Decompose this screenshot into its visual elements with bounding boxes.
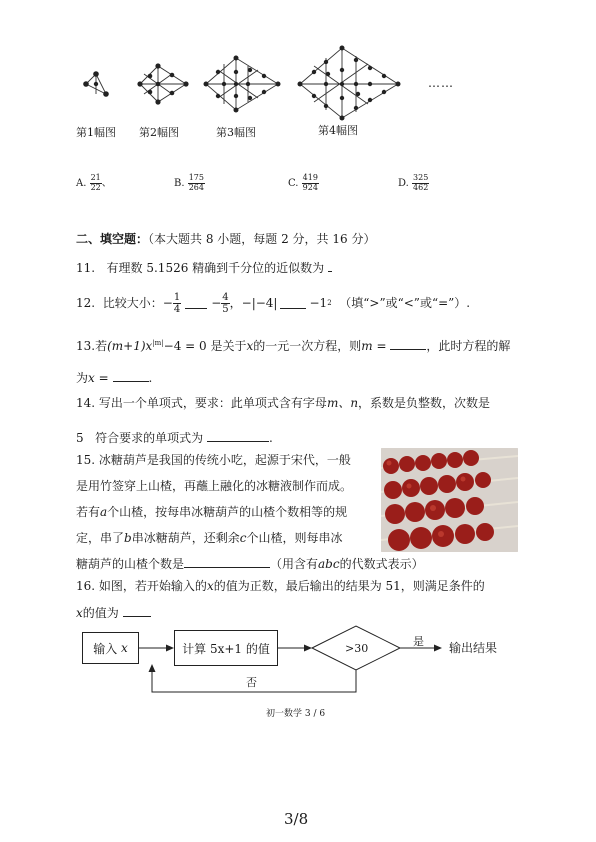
option-d[interactable]: D. $\frac{325}{462}$	[398, 173, 429, 192]
fraction-four-fifths: $\frac{4}{5}$	[222, 291, 229, 315]
question-12: 12. 比较大小： − $\frac{1}{4}$ − $\frac{4}{5}$ ， −|−4| −1 2 （填“>”或“<”或“=”）.	[76, 291, 471, 315]
section-title: 二、填空题：（本大题共 8 小题，每题 2 分，共 16 分）	[76, 232, 376, 246]
question-15-line-3: 若有a个山楂，按每串冰糖葫芦的山楂个数相等的规	[76, 505, 348, 519]
option-a-fraction: $\frac{21}{22}$	[90, 173, 101, 192]
question-13-line-2: 为x = .	[76, 371, 153, 385]
option-a[interactable]: A. $\frac{21}{22}$ 、	[76, 173, 112, 192]
flow-output-label: 输出结果	[449, 641, 498, 655]
question-15-line-5: 糖葫芦的山楂个数是 （用含有abc的代数式表示）	[76, 557, 424, 571]
question-14-line-1: 14. 写出一个单项式，要求：此单项式含有字母m、n，系数是负整数，次数是	[76, 396, 491, 410]
flow-compute-box: 计算 5x+1 的值	[174, 630, 278, 666]
question-16-line-1: 16. 如图，若开始输入的x的值为正数，最后输出的结果为 51，则满足条件的	[76, 579, 485, 593]
figure-caption-4: 第4幅图	[318, 124, 358, 137]
option-c-fraction: $\frac{419}{924}$	[302, 173, 318, 192]
question-13-line-1: 13.若$(m+1)x^{|m|}-4 = 0$ 是关于x的一元一次方程，则m = ，此时方程的解	[76, 339, 511, 353]
option-b[interactable]: B. $\frac{175}{264}$	[174, 173, 204, 192]
flow-yes-label: 是	[413, 635, 424, 648]
question-15-line-2: 是用竹签穿上山楂，再蘸上融化的冰糖液制作而成。	[76, 479, 353, 493]
page-number: 3/8	[284, 810, 309, 828]
question-16-line-2: x的值为	[76, 605, 151, 619]
figure-caption-2: 第2幅图	[139, 126, 179, 139]
option-c[interactable]: C. $\frac{419}{924}$	[288, 173, 318, 192]
option-b-fraction: $\frac{175}{264}$	[188, 173, 204, 192]
fraction-one-quarter: $\frac{1}{4}$	[173, 291, 181, 315]
figure-caption-1: 第1幅图	[76, 126, 116, 139]
flow-input-box: 输入 x	[82, 632, 139, 664]
flow-no-label: 否	[246, 676, 257, 689]
inner-page-footer: 初一数学 3 / 6	[266, 709, 326, 719]
question-14-line-2: 5 符合要求的单项式为 .	[76, 431, 273, 445]
flow-condition-label: >30	[345, 642, 369, 655]
question-15-line-4: 定，串了b串冰糖葫芦，还剩余c个山楂，则每串冰	[76, 531, 343, 545]
pattern-ellipsis: ……	[428, 76, 454, 90]
option-d-fraction: $\frac{325}{462}$	[413, 173, 429, 192]
question-11: 11. 有理数 5.1526 精确到千分位的近似数为	[76, 260, 332, 274]
figure-caption-3: 第3幅图	[216, 126, 256, 139]
question-15-line-1: 15. 冰糖葫芦是我国的传统小吃，起源于宋代，一般	[76, 453, 351, 467]
